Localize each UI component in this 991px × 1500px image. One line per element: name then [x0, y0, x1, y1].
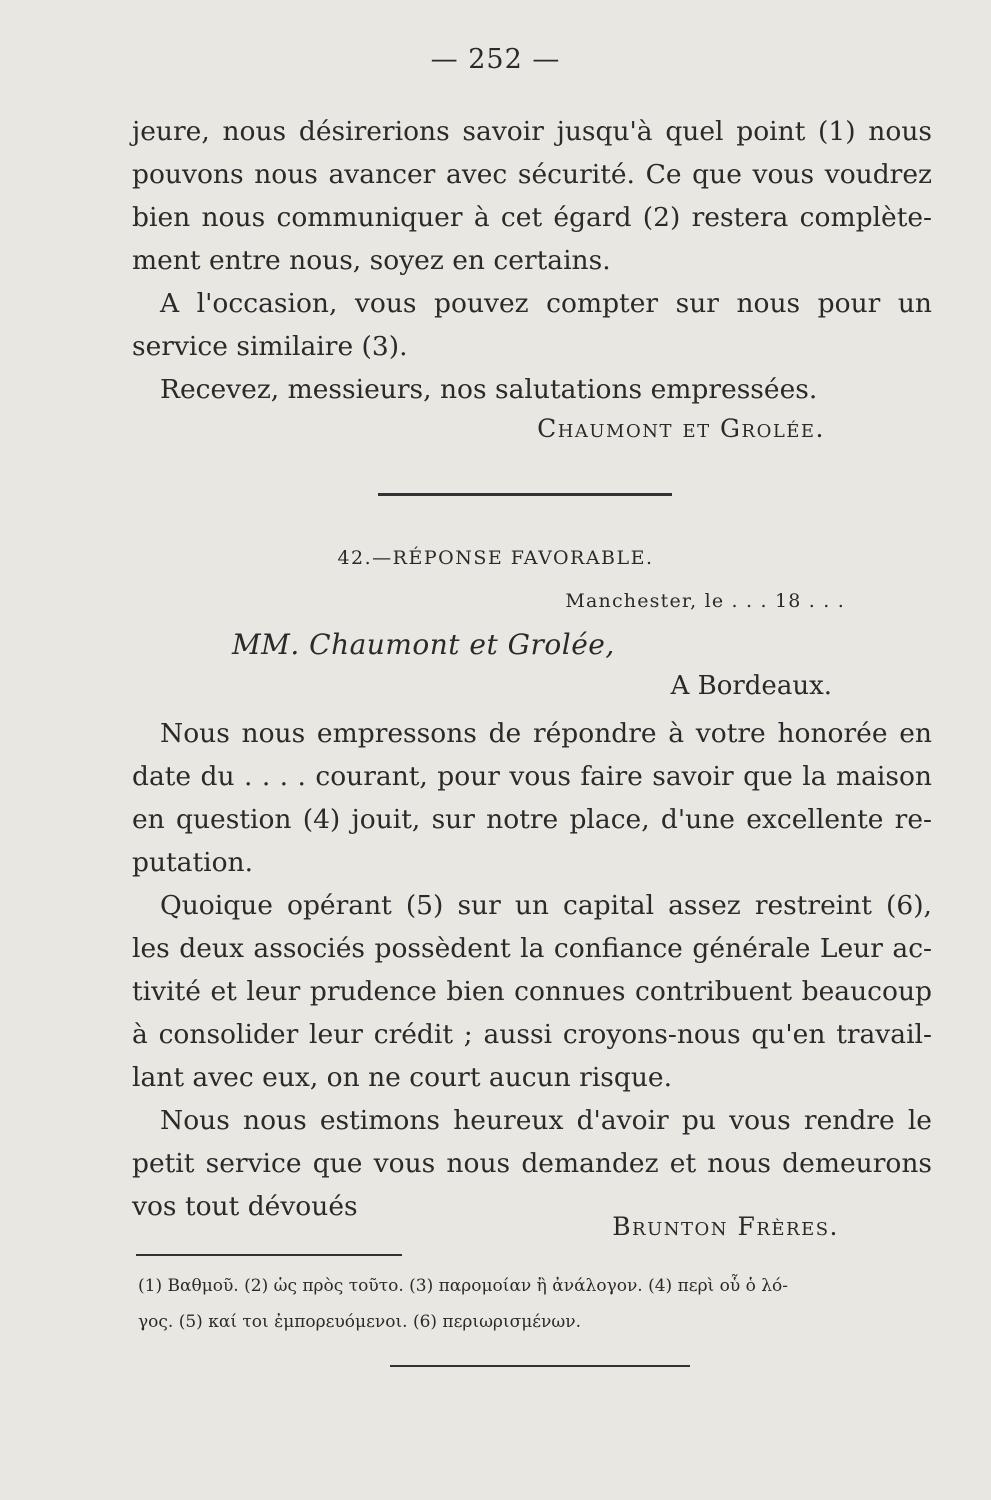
text-line: Quoique opérant (5) sur un capital assez restreint (6),: [160, 890, 932, 921]
signature-chaumont-grolee: Chaumont et Grolée.: [537, 414, 825, 443]
letter-41-paragraph-2: [132, 282, 932, 368]
letter-41-paragraph-1: [132, 110, 932, 282]
text-line: Nous nous empressons de répondre à votre honorée en: [160, 718, 932, 749]
text-line: ment entre nous, soyez en certains.: [132, 245, 611, 276]
place-date-line: Manchester, le . . . 18 . . .: [565, 590, 845, 612]
text-line: A l'occasion, vous pouvez compter sur nous pour un: [160, 288, 932, 319]
letter-42-paragraph-2: [132, 884, 932, 1099]
letter-heading: 42.—RÉPONSE FAVORABLE.: [337, 547, 654, 569]
addressee: MM. Chaumont et Grolée,: [232, 628, 615, 661]
letter-42-paragraph-3: [132, 1099, 932, 1228]
signature-brunton-freres: Brunton Frères.: [612, 1212, 839, 1241]
letter-41-closing: [132, 368, 932, 411]
text-line: en question (4) jouit, sur notre place, d'une excellente re-: [132, 804, 932, 835]
text-line: tivité et leur prudence bien connues contribuent beaucoup: [132, 976, 932, 1007]
text-line: à consolider leur crédit ; aussi croyons-nous qu'en travail-: [132, 1019, 932, 1050]
text-line: Recevez, messieurs, nos salutations empressées.: [160, 374, 818, 405]
text-line: vos tout dévoués: [132, 1191, 358, 1222]
text-line: petit service que vous nous demandez et nous demeurons: [132, 1148, 932, 1179]
footnote-line: γος. (5) καί τοι ἐμπορευόμενοι. (6) περιωρισμένων.: [138, 1312, 581, 1332]
page-number: — 252 —: [430, 44, 561, 75]
footnote-rule: [136, 1254, 402, 1256]
text-line: Nous nous estimons heureux d'avoir pu vous rendre le: [160, 1105, 932, 1136]
text-line: pouvons nous avancer avec sécurité. Ce que vous voudrez: [132, 159, 932, 190]
text-line: date du . . . . courant, pour vous faire savoir que la maison: [132, 761, 932, 792]
end-divider: [390, 1365, 690, 1367]
text-line: putation.: [132, 847, 254, 878]
text-line: jeure, nous désirerions savoir jusqu'à quel point (1) nous: [132, 116, 932, 147]
section-divider: [378, 493, 672, 496]
text-line: lant avec eux, on ne court aucun risque.: [132, 1062, 673, 1093]
footnotes: [138, 1268, 938, 1340]
text-line: bien nous communiquer à cet égard (2) restera complète-: [132, 202, 932, 233]
addressee-city: A Bordeaux.: [670, 671, 832, 701]
text-line: les deux associés possèdent la confiance générale Leur ac-: [132, 933, 932, 964]
letter-42-paragraph-1: [132, 712, 932, 884]
footnote-line: (1) Βαθμοῦ. (2) ὡς πρὸς τοῦτο. (3) παρομοίαν ἢ ἀνάλογον. (4) περὶ οὗ ὁ λό-: [138, 1276, 788, 1296]
text-line: service similaire (3).: [132, 331, 408, 362]
